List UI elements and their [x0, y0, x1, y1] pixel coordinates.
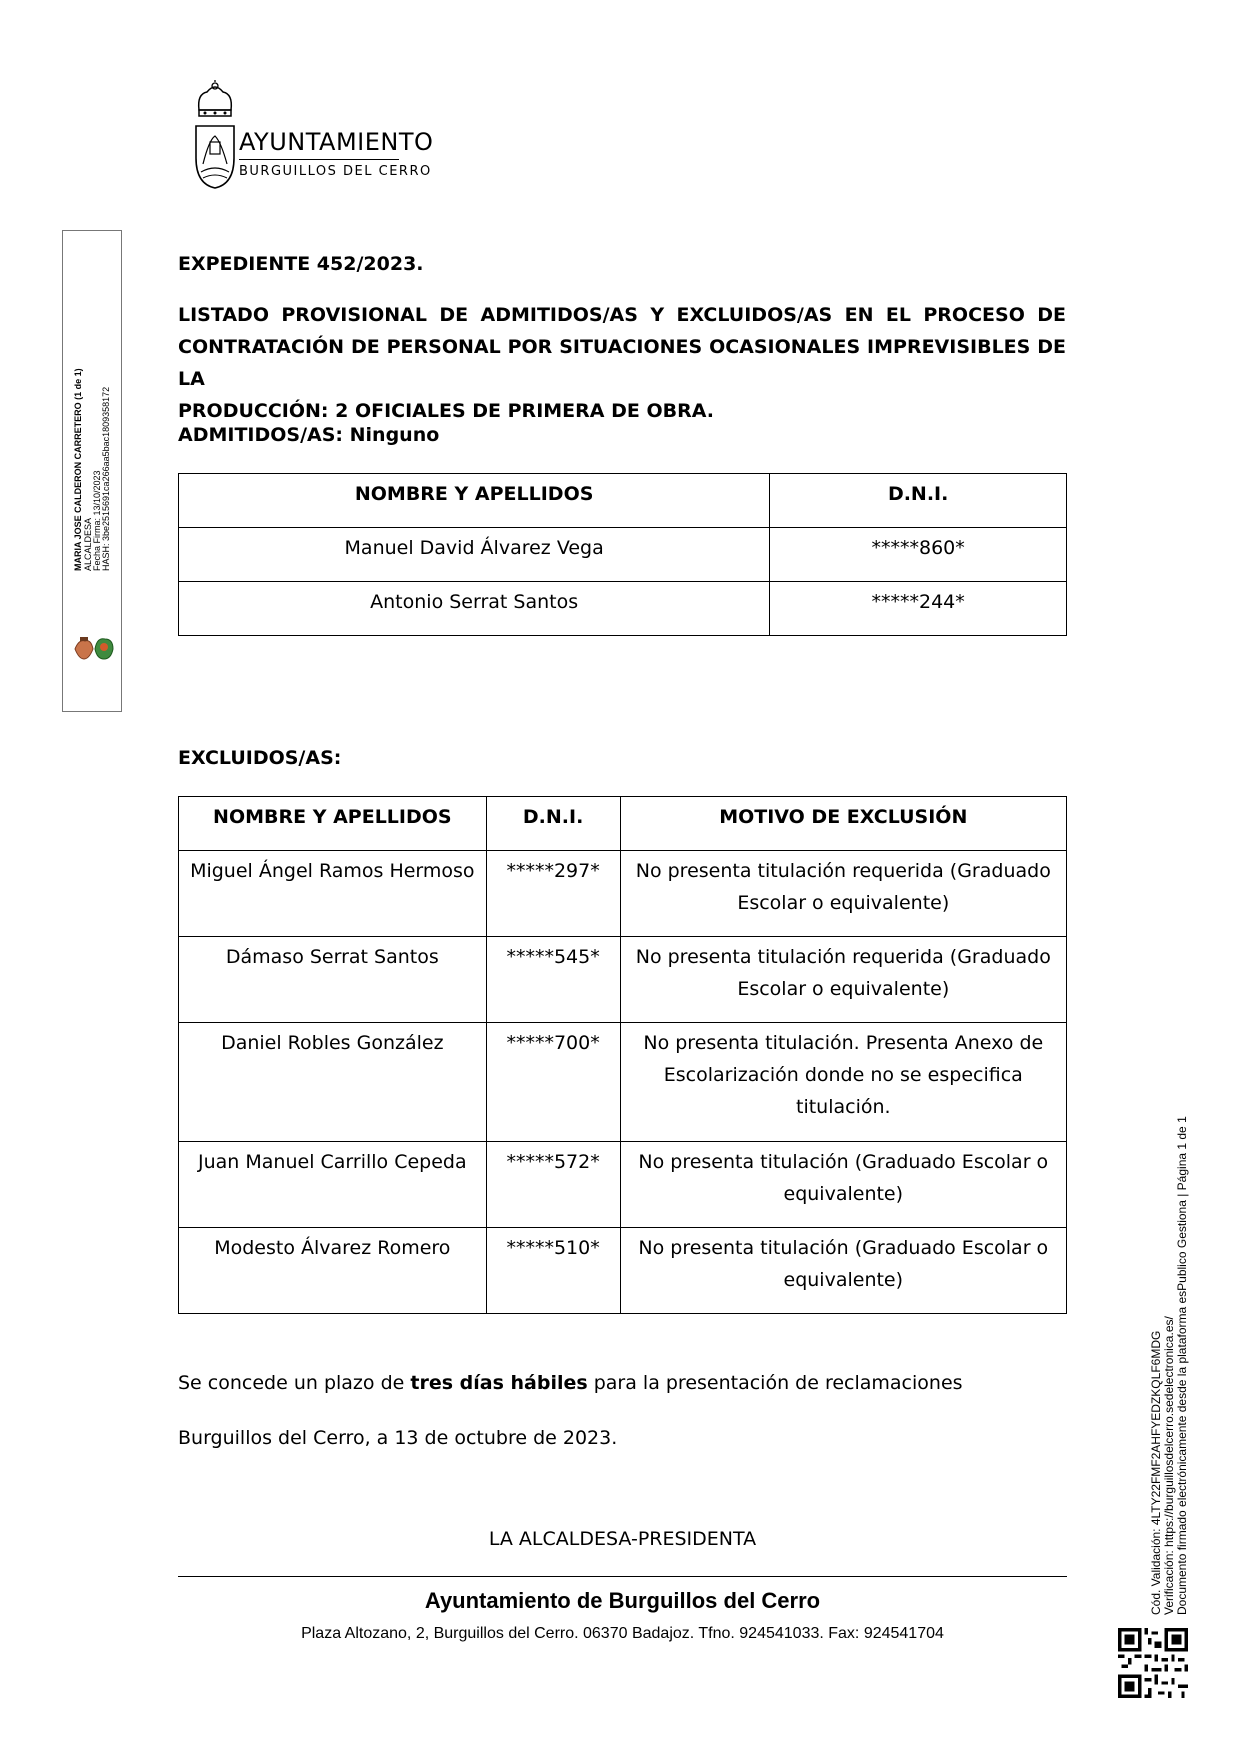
document-title-line: CONTRATACIÓN DE PERSONAL POR SITUACIONES OCASIONALES IMPREVISIBLES DE LA [178, 336, 1066, 390]
footer-divider [178, 1576, 1067, 1577]
dni-cell: *****700* [486, 1023, 620, 1142]
column-header: NOMBRE Y APELLIDOS [179, 797, 487, 851]
coat-of-arms-icon [193, 80, 237, 192]
plazo-emphasis: tres días hábiles [410, 1372, 588, 1394]
table-row [179, 1023, 1067, 1142]
admitidos-heading: ADMITIDOS/AS: Ninguno [178, 424, 440, 446]
plazo-text: para la presentación de reclamaciones [587, 1372, 963, 1394]
table-row [179, 937, 1067, 1023]
document-title-line: LISTADO PROVISIONAL DE ADMITIDOS/AS Y EXCLUIDOS/AS EN EL PROCESO DE [178, 304, 1066, 326]
signature-hash: HASH: 3be2515691ca266aa5bac1809358172 [101, 386, 111, 571]
logo-name: AYUNTAMIENTO [239, 128, 434, 156]
dni-cell: *****297* [486, 851, 620, 937]
reason-cell: No presenta titulación requerida (Graduado Escolar o equivalente) [620, 851, 1066, 937]
validation-code: Cód. Validación: 4LTY22FMF2AHFYEDZKQLF6MDG [1149, 1330, 1163, 1615]
signer-title: LA ALCALDESA-PRESIDENTA [488, 1528, 757, 1550]
column-header: MOTIVO DE EXCLUSIÓN [620, 797, 1066, 851]
name-cell: Miguel Ángel Ramos Hermoso [179, 851, 487, 937]
reason-cell: No presenta titulación (Graduado Escolar o equivalente) [620, 1142, 1066, 1228]
dni-cell: *****510* [486, 1228, 620, 1314]
plazo-text: Se concede un plazo de [178, 1372, 411, 1394]
excluidos-table [178, 796, 1067, 1314]
reason-cell: No presenta titulación requerida (Graduado Escolar o equivalente) [620, 937, 1066, 1023]
table-row [179, 528, 1067, 582]
dni-cell: *****572* [486, 1142, 620, 1228]
place-date: Burguillos del Cerro, a 13 de octubre de 2023. [178, 1427, 618, 1449]
reason-cell: No presenta titulación. Presenta Anexo de Escolarización donde no se especifica titulación. [620, 1023, 1066, 1142]
reason-cell: No presenta titulación (Graduado Escolar o equivalente) [620, 1228, 1066, 1314]
dni-cell: *****860* [770, 528, 1067, 582]
footer-address: Plaza Altozano, 2, Burguillos del Cerro. 06370 Badajoz. Tfno. 924541033. Fax: 924541704 [301, 1625, 944, 1642]
document-title-line: PRODUCCIÓN: 2 OFICIALES DE PRIMERA DE OBRA. [178, 400, 714, 422]
plazo-paragraph [178, 1367, 1066, 1399]
name-cell: Manuel David Álvarez Vega [179, 528, 770, 582]
name-cell: Modesto Álvarez Romero [179, 1228, 487, 1314]
platform-note: Documento firmado electrónicamente desde la plataforma esPublico Gestiona | Página 1 de 1 [1175, 1116, 1189, 1615]
name-cell: Dámaso Serrat Santos [179, 937, 487, 1023]
column-header: NOMBRE Y APELLIDOS [179, 474, 770, 528]
logo-subname: BURGUILLOS DEL CERRO [239, 164, 432, 179]
expediente-number: EXPEDIENTE 452/2023. [178, 253, 424, 275]
signature-date: Fecha Firma: 13/10/2023 [92, 470, 102, 571]
name-cell: Antonio Serrat Santos [179, 582, 770, 636]
table-row [179, 582, 1067, 636]
ayuntamiento-logo [193, 80, 434, 192]
column-header: D.N.I. [486, 797, 620, 851]
table-row [179, 1228, 1067, 1314]
name-cell: Juan Manuel Carrillo Cepeda [179, 1142, 487, 1228]
footer-title: Ayuntamiento de Burguillos del Cerro [424, 1588, 821, 1613]
dni-cell: *****545* [486, 937, 620, 1023]
qr-code-icon[interactable] [1118, 1628, 1188, 1698]
signer-role: ALCALDESA [83, 517, 93, 571]
table-row [179, 1142, 1067, 1228]
name-cell: Daniel Robles González [179, 1023, 487, 1142]
signature-box [62, 230, 122, 712]
table-row [179, 851, 1067, 937]
document-title [178, 299, 1066, 427]
excluidos-heading: EXCLUIDOS/AS: [178, 747, 342, 769]
table-header-row [179, 474, 1067, 528]
admitidos-table [178, 473, 1067, 636]
signature-emblem-icon [73, 635, 115, 661]
signer-name: MARIA JOSE CALDERON CARRETERO (1 de 1) [73, 368, 83, 571]
dni-cell: *****244* [770, 582, 1067, 636]
table-header-row [179, 797, 1067, 851]
verification-url[interactable]: Verificación: https://burguillosdelcerro.sedelectronica.es/ [1162, 1316, 1176, 1615]
logo-divider [239, 159, 399, 160]
column-header: D.N.I. [770, 474, 1067, 528]
